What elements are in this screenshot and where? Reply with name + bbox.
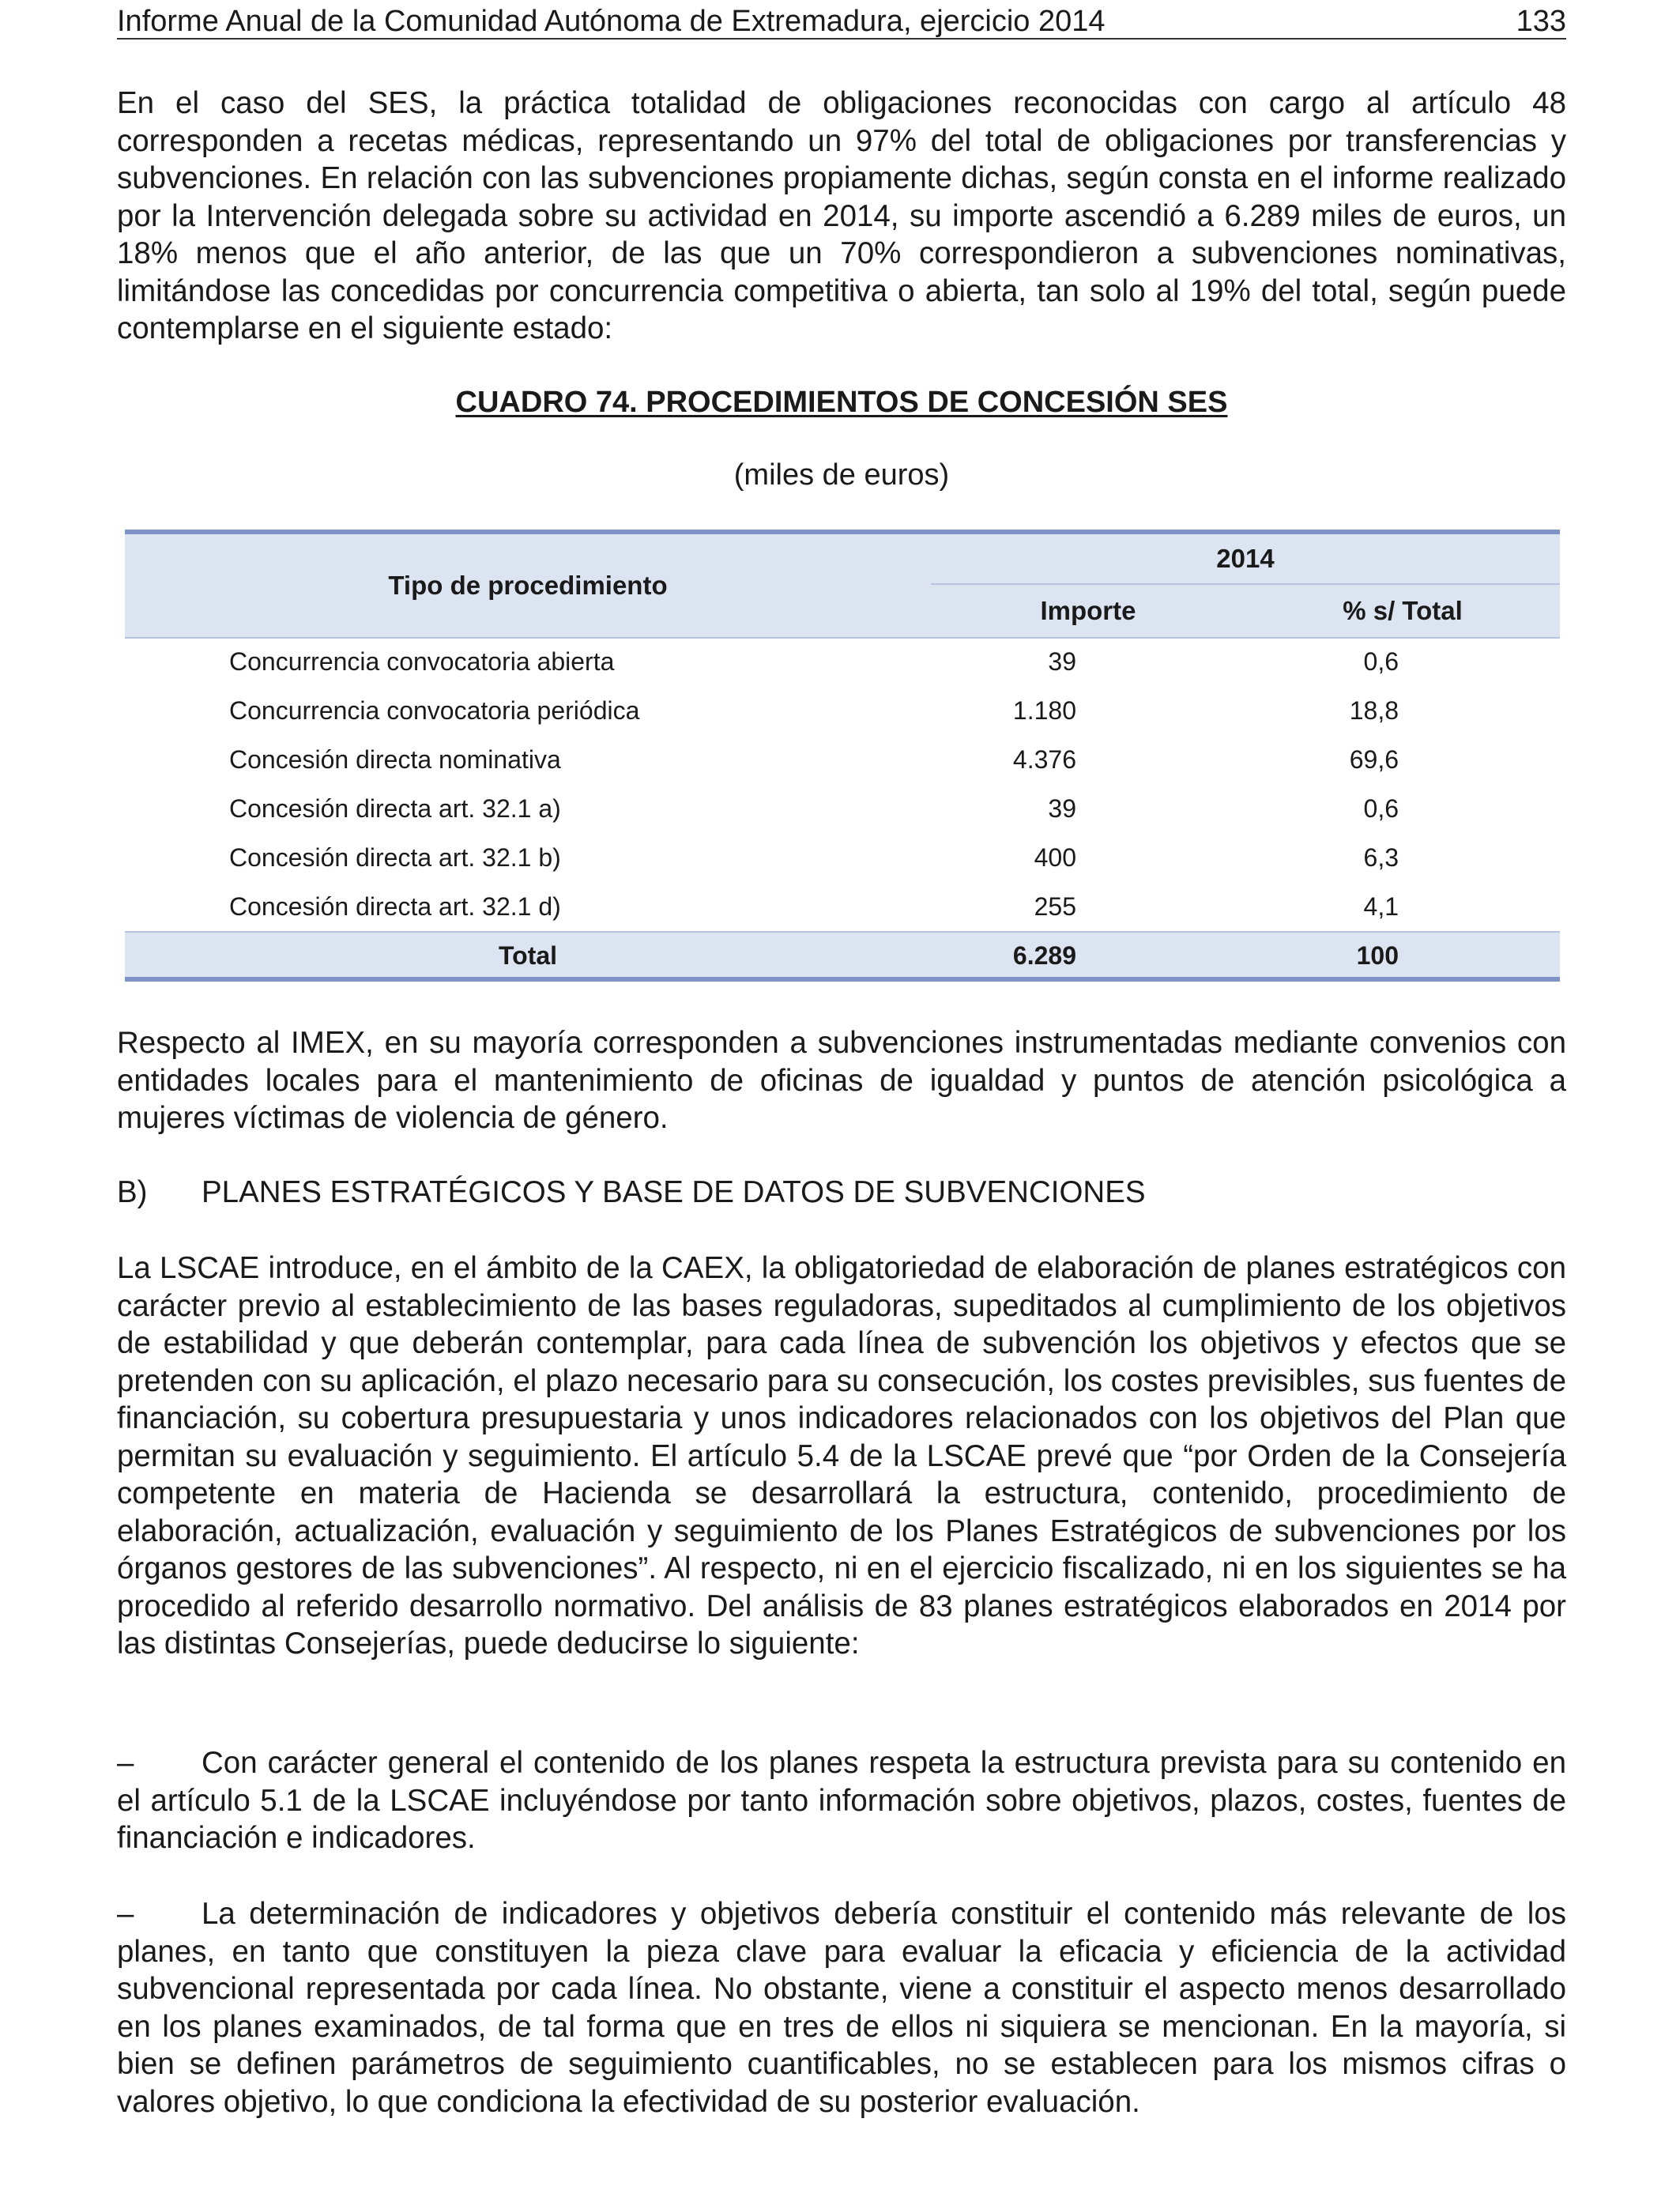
bullet-text: La determinación de indicadores y objetivos debería constituir el contenido más relevante de los planes, en tanto que constituyen la pieza clave para evaluar la eficacia y eficiencia de la actividad subvencional representada por cada línea. No obstante, viene a constituir el aspecto menos desarrollado en los planes examinados, de tal forma que en tres de ellos ni siquiera se mencionan. En la mayoría, si bien se definen parámetros de seguimiento cuantificables, no se establecen para los mismos cifras o valores objetivo, lo que condiciona la efectividad de su posterior evaluación. <box>117 1897 1566 2119</box>
paragraph-lscae: La LSCAE introduce, en el ámbito de la CAEX, la obligatoriedad de elaboración de planes estratégicos con carácter previo al establecimiento de las bases reguladoras, supeditados al cumplimiento de los objetivos de estabilidad y que deberán contemplar, para cada línea de subvención los objetivos y efectos que se pretenden con su aplicación, el plazo necesario para su consecución, los costes previsibles, sus fuentes de financiación, su cobertura presupuestaria y unos indicadores relacionados con los objetivos del Plan que permitan su evaluación y seguimiento. El artículo 5.4 de la LSCAE prevé que “por Orden de la Consejería competente en materia de Hacienda se desarrollará la estructura, contenido, procedimiento de elaboración, actualización, evaluación y seguimiento de los Planes Estratégicos de subvenciones por los órganos gestores de las subvenciones”. Al respecto, ni en el ejercicio fiscalizado, ni en los siguientes se ha procedido al referido desarrollo normativo. Del análisis de 83 planes estratégicos elaborados en 2014 por las distintas Consejerías, puede deducirse lo siguiente: <box>117 1251 1566 1661</box>
cell-importe: 39 <box>1048 647 1076 676</box>
bullet-item <box>117 1744 1566 1857</box>
table-row <box>125 686 1560 735</box>
header-title: Informe Anual de la Comunidad Autónoma de Extremadura, ejercicio 2014 <box>117 5 1106 38</box>
table-row <box>125 637 1560 686</box>
table-unit: (miles de euros) <box>733 458 950 492</box>
cell-pct: 69,6 <box>1349 745 1399 774</box>
cell-tipo: Concurrencia convocatoria abierta <box>229 647 615 676</box>
section-label: B) <box>117 1175 148 1209</box>
cell-importe: 255 <box>1034 892 1076 921</box>
table-header <box>125 534 1560 639</box>
table-row <box>125 882 1560 931</box>
bullet-item <box>117 1895 1566 2120</box>
total-importe: 6.289 <box>1012 941 1076 970</box>
cell-importe: 4.376 <box>1012 745 1076 774</box>
cell-importe: 1.180 <box>1012 696 1076 725</box>
cell-importe: 400 <box>1034 843 1076 872</box>
header-year: 2014 <box>931 534 1560 585</box>
dash-marker: – <box>117 1897 134 1931</box>
section-title: PLANES ESTRATÉGICOS Y BASE DE DATOS DE SUBVENCIONES <box>202 1175 1146 1209</box>
table-bottom-border <box>125 977 1560 982</box>
header-importe: Importe <box>1040 596 1136 625</box>
total-pct: 100 <box>1356 941 1399 970</box>
table-row <box>125 735 1560 784</box>
header-pct: % s/ Total <box>1343 596 1463 625</box>
cell-pct: 4,1 <box>1363 892 1399 921</box>
table-title <box>117 384 1566 420</box>
cell-tipo: Concurrencia convocatoria periódica <box>229 696 640 725</box>
dash-marker: – <box>117 1746 134 1780</box>
cell-pct: 6,3 <box>1363 843 1399 872</box>
cell-tipo: Concesión directa art. 32.1 a) <box>229 794 561 823</box>
cell-pct: 18,8 <box>1349 696 1399 725</box>
cell-pct: 0,6 <box>1363 647 1399 676</box>
bullet-text: Con carácter general el contenido de los planes respeta la estructura prevista para su contenido en el artículo 5.1 de la LSCAE incluyéndose por tanto información sobre objetivos, plazos, costes, fuentes de financiación e indicadores. <box>117 1746 1566 1855</box>
cell-tipo: Concesión directa nominativa <box>229 745 561 774</box>
total-label: Total <box>498 941 558 970</box>
cell-pct: 0,6 <box>1363 794 1399 823</box>
header-tipo: Tipo de procedimiento <box>388 571 668 600</box>
cell-tipo: Concesión directa art. 32.1 b) <box>229 843 561 872</box>
page-number: 133 <box>1516 5 1566 38</box>
table-title-text: CUADRO 74. PROCEDIMIENTOS DE CONCESIÓN SES <box>455 386 1228 419</box>
table-row <box>125 833 1560 882</box>
paragraph-ses: En el caso del SES, la práctica totalidad de obligaciones reconocidas con cargo al artículo 48 corresponden a recetas médicas, representando un 97% del total de obligaciones por transferencias y subvenciones. En relación con las subvenciones propiamente dichas, según consta en el informe realizado por la Intervención delegada sobre su actividad en 2014, su importe ascendió a 6.289 miles de euros, un 18% menos que el año anterior, de las que un 70% correspondieron a subvenciones nominativas, limitándose las concedidas por concurrencia competitiva o abierta, tan solo al 19% del total, según puede contemplarse en el siguiente estado: <box>117 86 1566 345</box>
table-total-row <box>125 931 1560 978</box>
cell-importe: 39 <box>1048 794 1076 823</box>
paragraph-imex: Respecto al IMEX, en su mayoría corresponden a subvenciones instrumentadas mediante convenios con entidades locales para el mantenimiento de oficinas de igualdad y puntos de atención psicológica a mujeres víctimas de violencia de género. <box>117 1026 1566 1135</box>
table-row <box>125 784 1560 833</box>
page-header <box>117 5 1566 40</box>
cell-tipo: Concesión directa art. 32.1 d) <box>229 892 561 921</box>
